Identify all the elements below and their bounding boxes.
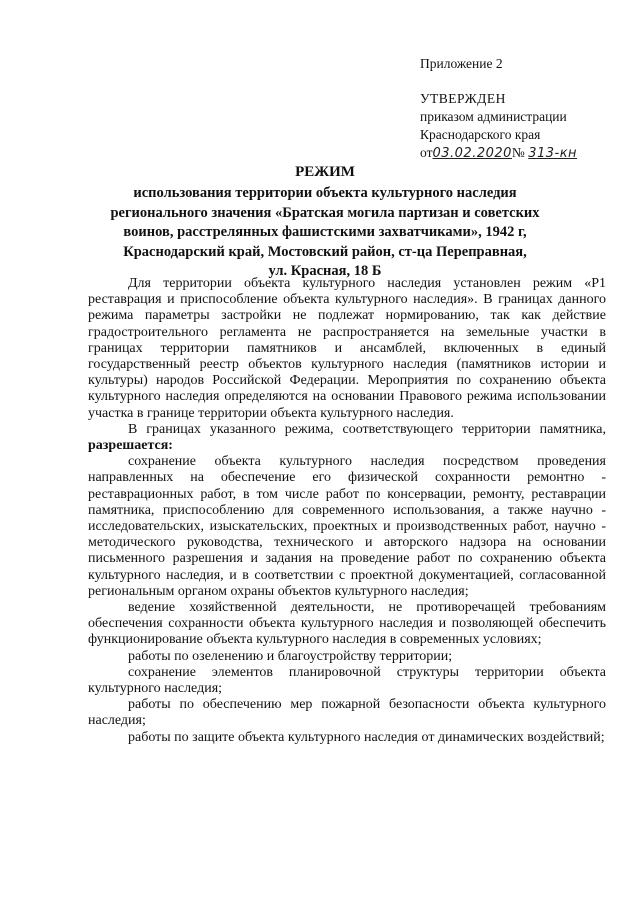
number-prefix: №: [511, 145, 525, 160]
date-prefix: от: [420, 145, 433, 160]
subtitle-line-2: регионального значения «Братская могила партизан и советских: [110, 204, 540, 221]
list-item: работы по обеспечению мер пожарной безопасности объекта культурного наследия;: [88, 697, 606, 729]
permitted-heading-paragraph: [88, 422, 606, 454]
list-item: работы по озеленению и благоустройству территории;: [128, 648, 453, 664]
handwritten-date: 03.02.2020: [432, 146, 512, 161]
subtitle-line-4: Краснодарский край, Мостовский район, ст-ца Переправная,: [123, 243, 527, 260]
list-item: сохранение элементов планировочной структуры территории объекта культурного наследия;: [88, 664, 606, 697]
region-label: Краснодарского края: [420, 127, 541, 142]
document-body: [88, 276, 606, 746]
approval-block: [420, 90, 577, 163]
list-item: сохранение объекта культурного наследия посредством проведения направленных на обеспечение его физической сохранности ремонтно - реставрационных работ, в том числе работ по консервации, ремонту, реставрации памятника, приспособлению для современного использования, а также научно - исследовательских, изыскательских, проектных и производственных работ, научно - методического руководства, технического и авторского надзора на основании письменного разрешения и задания на проведение работ по сохранению объекта культурного наследия, и в соответствии с проектной документацией, согласованной региональным органом охраны объектов культурного наследия;: [88, 454, 606, 599]
document-subtitle: [90, 184, 560, 282]
order-label: приказом администрации: [420, 109, 567, 124]
subtitle-line-5: ул. Красная, 18 Б: [268, 263, 382, 279]
handwritten-number: 313-кн: [528, 146, 578, 161]
permitted-label: разрешается:: [88, 438, 173, 454]
intro-paragraph: Для территории объекта культурного наследия установлен режим «Р1 реставрация и приспособление объекта культурного наследия». В границах данного режима параметры застройки не подлежат нормированию, так как действие градостроительного регламента не распространяется на земельные участки в границах территории памятников и ансамблей, включенных в единый государственный реестр объектов культурного наследия (памятников истории и культуры) народов Российской Федерации. Мероприятия по сохранению объекта культурного наследия определяются на основании Правового режима использовании участка в границе территории объекта культурного наследия.: [88, 276, 606, 421]
order-date-line: [420, 144, 577, 163]
list-item: ведение хозяйственной деятельности, не противоречащей требованиям обеспечения сохранности объекта культурного наследия и позволяющей обеспечить функционирование объекта культурного наследия в современных условиях;: [88, 600, 606, 648]
subtitle-line-3: воинов, расстрелянных фашистскими захватчиками», 1942 г,: [123, 224, 527, 240]
subtitle-line-1: использования территории объекта культурного наследия: [133, 185, 517, 201]
approved-label: УТВЕРЖДЕН: [420, 91, 506, 106]
document-title: РЕЖИМ: [295, 164, 355, 180]
permitted-intro: В границах указанного режима, соответствующего территории памятника,: [128, 421, 606, 437]
list-item: работы по защите объекта культурного наследия от динамических воздействий;: [128, 729, 605, 745]
appendix-label: Приложение 2: [420, 56, 503, 71]
